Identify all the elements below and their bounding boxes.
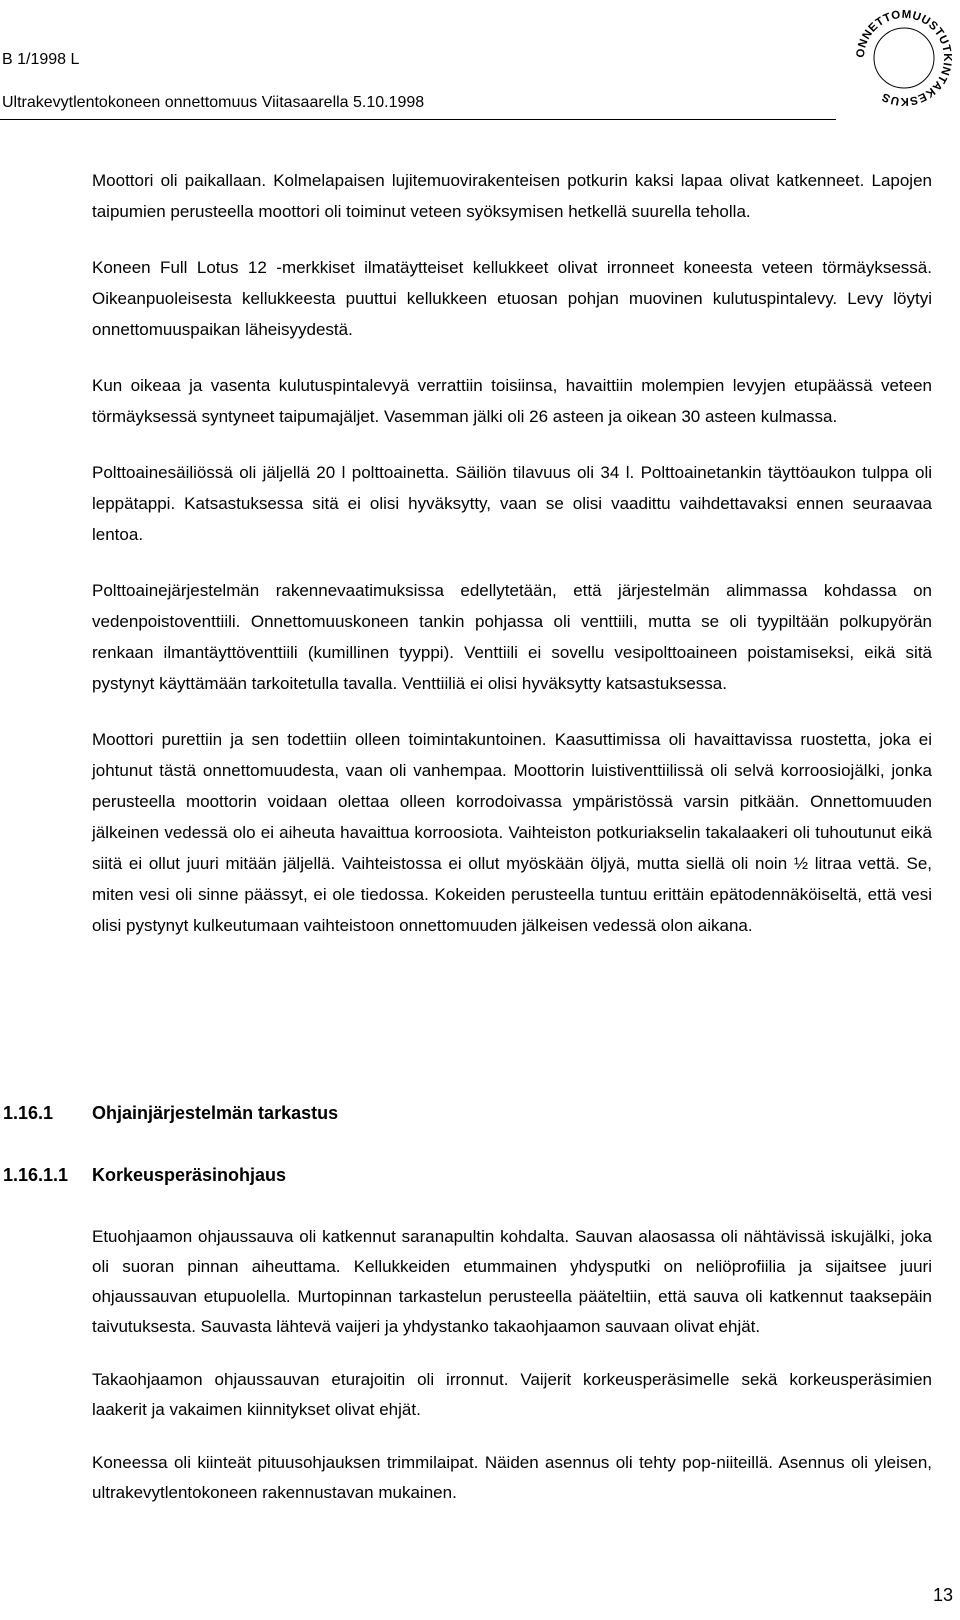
report-title: Ultrakevytlentokoneen onnettomuus Viitasaarella 5.10.1998 [2,94,425,111]
header-rule [0,119,836,120]
section-heading-korkeusperasin [3,1163,903,1187]
svg-text:ONNETTOMUUSTUTKINTAKESKUS [855,9,953,107]
section-title: Korkeusperäsinohjaus [92,1165,287,1185]
paragraph: Moottori purettiin ja sen todettiin olleen toimintakuntoinen. Kaasuttimissa oli havaittavissa ruostetta, joka ei johtunut tästä onnettomuudesta, vaan oli vanhempaa. Moottorin luistiventtiilissä oli selvä korroosiojälki, jonka perusteella moottorin voidaan olettaa olleen korrodoivassa ympäristössä varsin pitkään. Onnettomuuden jälkeinen vedessä olo ei aiheuta havaittua korroosiota. Vaihteiston potkuriakselin takalaakeri oli tuhoutunut eikä siitä ei ollut juuri mitään jäljellä. Vaihteistossa ei ollut myöskään öljyä, mutta siellä oli noin ½ litraa vettä. Se, miten vesi oli sinne päässyt, ei ole tiedossa. Kokeiden perusteella tuntuu erittäin epätodennäköiseltä, että vesi olisi pystynyt kulkeutumaan vaihteistoon onnettomuuden jälkeisen vedessä olon aikana. [92,730,932,935]
paragraph: Kun oikeaa ja vasenta kulutuspintalevyä verrattiin toisiinsa, havaittiin molempien levyjen etupäässä veteen törmäyksessä syntyneet taipumajäljet. Vasemman jälki oli 26 asteen ja oikean 30 asteen kulmassa. [92,376,932,426]
paragraph: Takaohjaamon ohjaussauvan eturajoitin oli irronnut. Vaijerit korkeusperäsimelle sekä korkeusperäsimien laakerit ja vakaimen kiinnitykset olivat ehjät. [92,1370,932,1419]
seal-logo-icon [848,2,960,114]
section-number: 1.16.1 [3,1103,54,1123]
paragraph: Moottori oli paikallaan. Kolmelapaisen lujitemuovirakenteisen potkurin kaksi lapaa olivat katkenneet. Lapojen taipumien perusteella moottori oli toiminut veteen syöksymisen hetkellä suurella teholla. [92,171,932,221]
logo-text: ONNETTOMUUSTUTKINTAKESKUS [854,8,954,108]
paragraph: Etuohjaamon ohjaussauva oli katkennut saranapultin kohdalta. Sauvan alaosassa oli nähtävissä iskujälki, joka oli suoran pinnan aiheuttama. Kellukkeiden etummainen yhdysputki on neliöprofiilia ja sijaitsee juuri ohjaussauvan etupuolella. Murtopinnan tarkastelun perusteella pääteltiin, että sauva oli katkennut taaksepäin taivutuksesta. Sauvasta lähtevä vaijeri ja yhdystanko takaohjaamon sauvaan olivat ehjät. [92,1227,932,1336]
page-header [0,0,960,120]
section-content [92,1222,932,1531]
paragraph: Polttoainejärjestelmän rakennevaatimuksissa edellytetään, että järjestelmän alimmassa kohdassa on vedenpoistoventtiili. Onnettomuuskoneen tankin pohjassa oli venttiili, mutta se oli tyypiltään polkupyörän renkaan ilmantäyttöventtiili (kumillinen tyyppi). Venttiili ei sovellu vesipolttoaineen poistamiseksi, eikä sitä pystynyt käyttämään tarkoitetulla tavalla. Venttiiliä ei olisi hyväksytty katsastuksessa. [92,581,932,693]
section-heading-ohjainjarjestelma [3,1101,903,1125]
paragraph: Koneen Full Lotus 12 -merkkiset ilmatäytteiset kellukkeet olivat irronneet koneesta veteen törmäyksessä. Oikeanpuoleisesta kellukkeesta puuttui kellukkeen etuosan pohjan muovinen kulutuspintalevy. Levy löytyi onnettomuuspaikan läheisyydestä. [92,258,932,339]
section-number: 1.16.1.1 [3,1165,69,1185]
page-number: 13 [932,1585,953,1605]
paragraph: Koneessa oli kiinteät pituusohjauksen trimmilaipat. Näiden asennus oli tehty pop-niiteillä. Asennus oli yleisen, ultrakevytlentokoneen rakennustavan mukainen. [92,1453,932,1502]
main-content [92,165,932,966]
section-title: Ohjainjärjestelmän tarkastus [92,1103,339,1123]
report-id: B 1/1998 L [2,51,80,68]
paragraph: Polttoainesäiliössä oli jäljellä 20 l polttoainetta. Säiliön tilavuus oli 34 l. Polttoainetankin täyttöaukon tulppa oli leppätappi. Katsastuksessa sitä ei olisi hyväksytty, vaan se olisi vaadittu vaihdettavaksi ennen seuraavaa lentoa. [92,463,932,544]
